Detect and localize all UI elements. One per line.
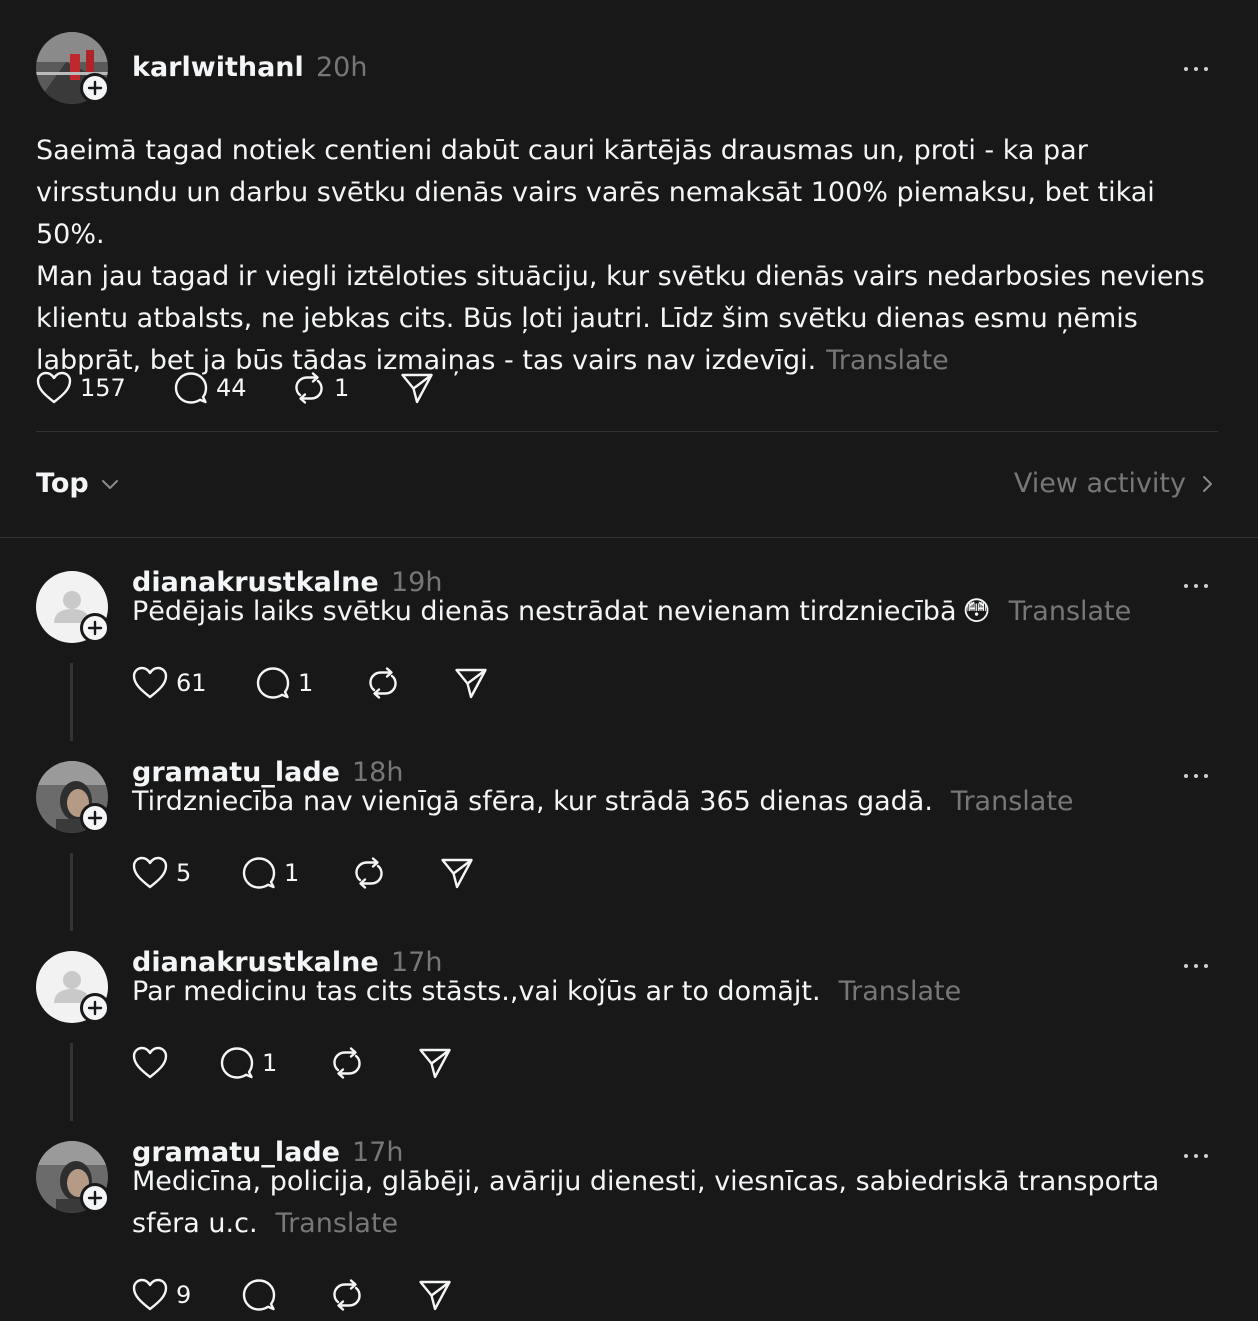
reply-time: 17h [391,947,443,978]
reply-item [0,545,1258,735]
like-button[interactable] [132,1275,191,1315]
plus-icon [87,810,103,826]
repost-button[interactable] [292,368,349,408]
heart-icon [132,666,168,700]
like-count: 9 [176,1281,192,1309]
share-button[interactable] [418,1043,452,1083]
thread-line [70,663,73,741]
comment-count: 44 [216,374,247,402]
repost-icon [292,371,326,405]
reply-actions [132,1275,552,1315]
send-icon [418,1278,452,1312]
comment-button[interactable] [256,663,313,703]
reply-body: Tirdzniecība nav vienīgā sfēra, kur strādā 365 dienas gadā. [132,786,933,817]
send-icon [418,1046,452,1080]
view-activity-label: View activity [1013,468,1186,499]
reply-text [132,1161,1212,1245]
reply-body: Medicīna, policija, glābēji, avāriju dienesti, viesnīcas, sabiedriskā transporta sfēra u.c. [132,1166,1160,1239]
sort-label: Top [36,468,89,499]
view-activity-link[interactable] [1014,468,1218,499]
comment-button[interactable] [174,368,247,408]
heart-icon [132,856,168,890]
comment-bubble-icon [242,856,276,890]
follow-button[interactable] [80,803,110,833]
like-button[interactable] [132,853,191,893]
send-icon [440,856,474,890]
repost-button[interactable] [352,853,386,893]
comment-bubble-icon [220,1046,254,1080]
follow-button[interactable] [80,1183,110,1213]
send-icon [400,371,434,405]
post-more-button[interactable] [1184,64,1214,74]
reply-time: 17h [352,1137,404,1168]
plus-icon [87,80,103,96]
repost-count: 1 [334,374,350,402]
heart-icon [132,1278,168,1312]
post-translate-link[interactable]: Translate [826,345,949,376]
follow-button[interactable] [80,993,110,1023]
chevron-right-icon [1196,473,1218,495]
reply-body: Pēdējais laiks svētku dienās nestrādat nevienam tirdzniecībā [132,596,957,627]
repost-icon [352,856,386,890]
comment-button[interactable] [220,1043,277,1083]
post-actions [36,368,456,408]
reply-item [0,1115,1258,1309]
follow-button[interactable] [80,73,110,103]
comment-count: 1 [262,1049,278,1077]
comment-button[interactable] [242,1275,276,1315]
reply-text [132,781,1212,823]
thread-line [70,1043,73,1121]
post-text [36,130,1221,382]
plus-icon [87,1000,103,1016]
reply-item [0,925,1258,1115]
heart-icon [132,1046,168,1080]
repost-button[interactable] [366,663,400,703]
reply-username[interactable]: gramatu_lade [132,1137,340,1168]
reply-time: 19h [391,567,443,598]
heart-icon [36,371,72,405]
like-button[interactable] [132,663,207,703]
reply-translate-link[interactable]: Translate [950,786,1074,817]
follow-button[interactable] [80,613,110,643]
plus-icon [87,620,103,636]
reply-more-button[interactable] [1184,1151,1214,1161]
like-count: 61 [176,669,207,697]
comment-button[interactable] [242,853,299,893]
emoji: 😳 [962,596,991,627]
reply-username[interactable]: dianakrustkalne [132,947,379,978]
like-button[interactable] [132,1043,168,1083]
repost-button[interactable] [330,1275,364,1315]
chevron-down-icon [99,473,121,495]
reply-time: 18h [352,757,404,788]
reply-more-button[interactable] [1184,771,1214,781]
comment-bubble-icon [242,1278,276,1312]
reply-text [132,971,1212,1013]
comment-count: 1 [284,859,300,887]
plus-icon [87,1190,103,1206]
share-button[interactable] [454,663,488,703]
like-count: 157 [80,374,126,402]
post-time: 20h [316,52,368,83]
reply-translate-link[interactable]: Translate [275,1208,399,1239]
reply-actions [132,853,552,893]
reply-translate-link[interactable]: Translate [1008,596,1132,627]
send-icon [454,666,488,700]
share-button[interactable] [440,853,474,893]
like-count: 5 [176,859,192,887]
thread-line [70,853,73,931]
reply-username[interactable]: dianakrustkalne [132,567,379,598]
reply-more-button[interactable] [1184,961,1214,971]
reply-actions [132,1043,552,1083]
comment-count: 1 [298,669,314,697]
repost-button[interactable] [330,1043,364,1083]
post-username[interactable]: karlwithanl [132,52,304,83]
reply-translate-link[interactable]: Translate [838,976,962,1007]
divider [36,431,1218,432]
sort-dropdown[interactable] [36,468,121,499]
reply-more-button[interactable] [1184,581,1214,591]
post-body: Saeimā tagad notiek centieni dabūt cauri kārtējās drausmas un, proti - ka par virsstundu un darbu svētku dienās vairs varēs nemaksāt 100% piemaksu, bet tikai 50%. Man jau tagad ir viegli iztēloties situāciju, kur svētku dienās vairs nedarbosies neviens klientu atbalsts, ne jebkas cits. Būs ļoti jautri. Līdz šim svētku dienas esmu ņēmis labprāt, bet ja būs tādas izmaiņas - tas vairs nav izdevīgi. [36,135,1205,376]
reply-actions [132,663,552,703]
repost-icon [330,1046,364,1080]
reply-username[interactable]: gramatu_lade [132,757,340,788]
reply-item [0,735,1258,925]
reply-body: Par medicinu tas cits stāsts.,vai koǰūs ar to domājt. [132,976,821,1007]
repost-icon [330,1278,364,1312]
comment-bubble-icon [256,666,290,700]
section-divider [0,537,1258,538]
like-button[interactable] [36,368,126,408]
reply-text [132,591,1212,633]
main-post [0,0,1258,538]
comment-bubble-icon [174,371,208,405]
share-button[interactable] [400,368,434,408]
repost-icon [366,666,400,700]
share-button[interactable] [418,1275,452,1315]
